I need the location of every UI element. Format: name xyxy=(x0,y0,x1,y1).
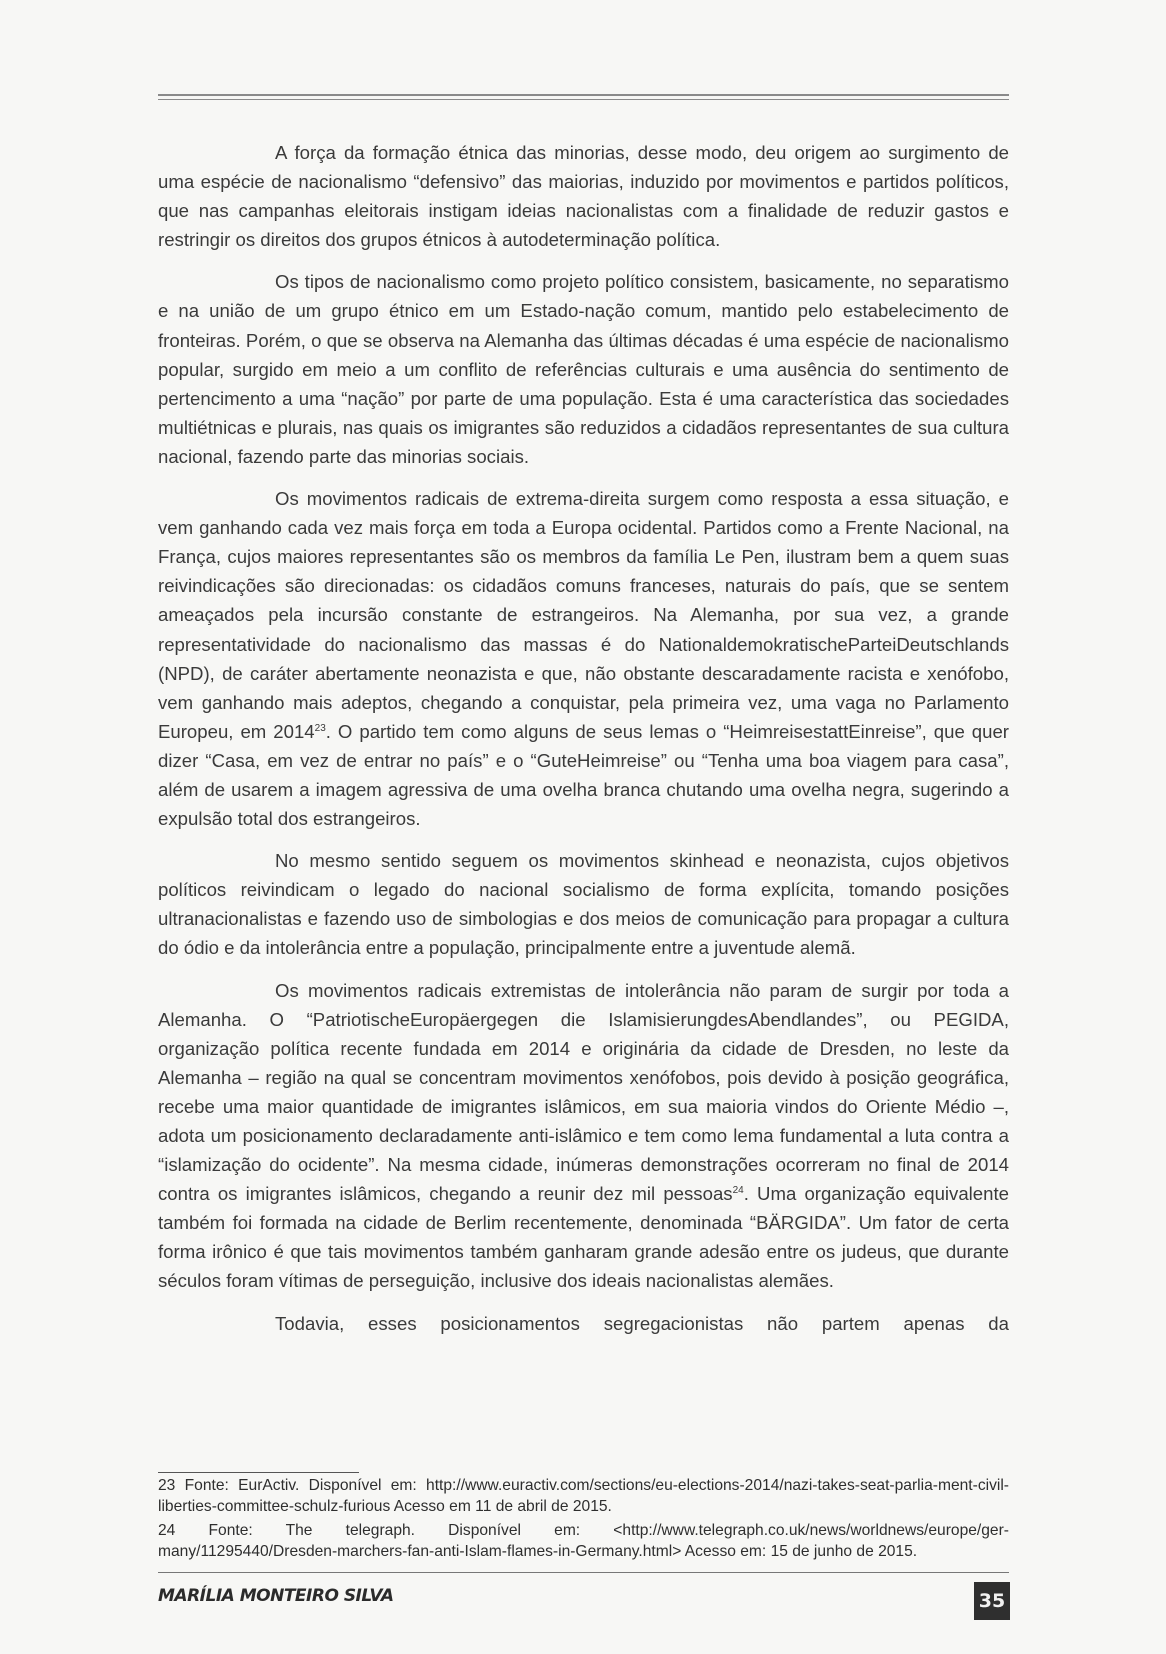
page-number: 35 xyxy=(974,1582,1010,1620)
footnote-23: 23 Fonte: EurActiv. Disponível em: http://www.euractiv.com/sections/eu-elections-2014/nazi-takes-seat-parlia-ment-civil-liberties-committee-schulz-furious Acesso em 11 de abril de 2015. xyxy=(158,1477,1009,1515)
footnote-24: 24 Fonte: The telegraph. Disponível em: <http://www.telegraph.co.uk/news/worldnews/europe/ger-many/11295440/Dresden-marchers-fan-anti-Islam-flames-in-Germany.html> Acesso em: 15 de junho de 2015. xyxy=(158,1522,1009,1560)
footnote-separator xyxy=(158,1472,359,1473)
footnote-ref-24[interactable]: 24 xyxy=(732,1185,744,1196)
paragraph-text: . O partido tem como alguns de seus lemas o “HeimreisestattEinreise”, que quer dizer “Casa, em vez de entrar no país” e o “GuteHeimreise” ou “Tenha uma boa viagem para casa”, além de usarem a imagem agressiva de uma ovelha branca chutando uma ovelha negra, sugerindo a expulsão total dos estrangeiros. xyxy=(158,720,1009,830)
paragraph-text: Os movimentos radicais de extrema-direita surgem como resposta a essa situação, e vem ganhando cada vez mais força em toda a Europa ocidental. Partidos como a Frente Nacional, na França, cujos maiores representantes são os membros da família Le Pen, ilustram bem a quem suas reivindicações são direcionadas: os cidadãos comuns franceses, naturais do país, que se sentem ameaçados pela incursão constante de estrangeiros. Na Alemanha, por sua vez, a grande representatividade do nacionalismo das massas é do NationaldemokratischeParteiDeutschlands (NPD), de caráter abertamente neonazista e que, não obstante descaradamente racista e xenófobo, vem ganhando mais adeptos, chegando a conquistar, pela primeira vez, uma vaga no Parlamento Europeu, em 2014 xyxy=(158,488,1009,742)
paragraph: No mesmo sentido seguem os movimentos skinhead e neonazista, cujos objetivos políticos reivindicam o legado do nacional socialismo de forma explícita, tomando posições ultranacionalistas e fazendo uso de simbologias e dos meios de comunicação para propagar a cultura do ódio e da intolerância entre a população, principalmente entre a juventude alemã. xyxy=(158,850,1009,959)
footnotes xyxy=(158,1476,1009,1566)
paragraph: Os tipos de nacionalismo como projeto político consistem, basicamente, no separatismo e na união de um grupo étnico em um Estado-nação comum, mantido pelo estabelecimento de fronteiras. Porém, o que se observa na Alemanha das últimas décadas é uma espécie de nacionalismo popular, surgido em meio a um conflito de referências culturais e uma ausência do sentimento de pertencimento a uma “nação” por parte de uma população. Esta é uma característica das sociedades multiétnicas e plurais, nas quais os imigrantes são reduzidos a cidadãos representantes de sua cultura nacional, fazendo parte das minorias sociais. xyxy=(158,271,1009,467)
footer-author: MARÍLIA MONTEIRO SILVA xyxy=(158,1586,394,1606)
paragraph: Todavia, esses posicionamentos segregacionistas não partem apenas da xyxy=(275,1312,1009,1334)
header-rule xyxy=(158,94,1009,100)
paragraph: A força da formação étnica das minorias, desse modo, deu origem ao surgimento de uma espécie de nacionalismo “defensivo” das maiorias, induzido por movimentos e partidos políticos, que nas campanhas eleitorais instigam ideias nacionalistas com a finalidade de reduzir gastos e restringir os direitos dos grupos étnicos à autodeterminação política. xyxy=(158,142,1009,251)
paragraph xyxy=(158,484,1009,833)
paragraph-text: . Uma organização equivalente também foi formada na cidade de Berlim recentemente, denominada “BÄRGIDA”. Um fator de certa forma irônico é que tais movimentos também ganharam grande adesão entre os judeus, que durante séculos foram vítimas de perseguição, inclusive dos ideais nacionalistas alemães. xyxy=(158,1183,1009,1292)
footnote-ref-23[interactable]: 23 xyxy=(314,722,326,734)
paragraph xyxy=(158,976,1009,1296)
footer-rule xyxy=(158,1572,1009,1573)
body-text xyxy=(158,138,1009,1351)
paragraph-text: Os movimentos radicais extremistas de intolerância não param de surgir por toda a Alemanha. O “PatriotischeEuropäergegen die IslamisierungdesAbendlandes”, ou PEGIDA, organização política recente fundada em 2014 e originária da cidade de Dresden, no leste da Alemanha – região na qual se concentram movimentos xenófobos, pois devido à posição geográfica, recebe uma maior quantidade de imigrantes islâmicos, em sua maioria vindos do Oriente Médio –, adota um posicionamento declaradamente anti-islâmico e tem como lema fundamental a luta contra a “islamização do ocidente”. Na mesma cidade, inúmeras demonstrações ocorreram no final de 2014 contra os imigrantes islâmicos, chegando a reunir dez mil pessoas xyxy=(158,979,1009,1205)
